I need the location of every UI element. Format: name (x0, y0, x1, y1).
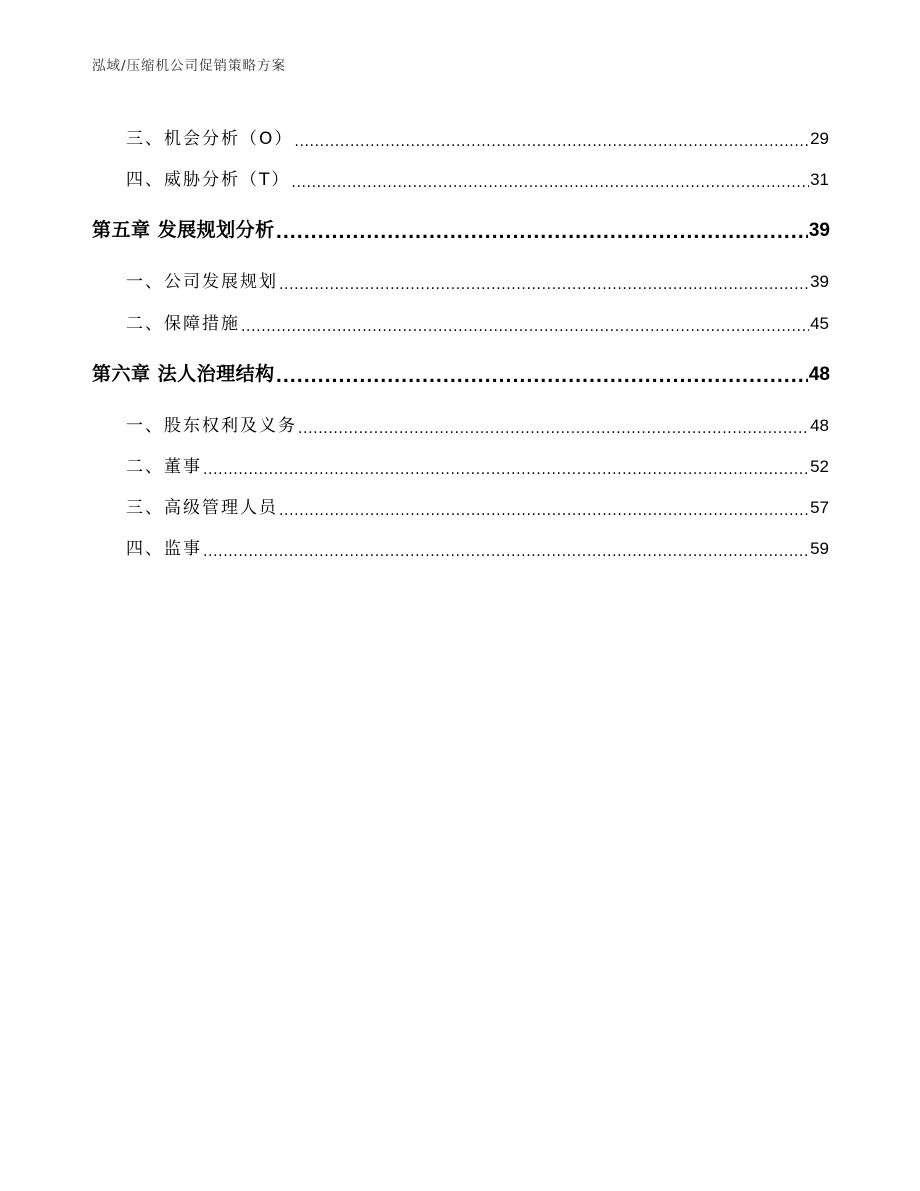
toc-dot-leader (203, 541, 809, 558)
toc-entry[interactable] (126, 267, 829, 292)
toc-dot-leader (294, 131, 809, 148)
toc-entry-number: 三、 (126, 498, 164, 518)
toc-chapter-page: 48 (808, 364, 830, 385)
toc-entry-page: 59 (810, 539, 829, 558)
toc-dot-leader (279, 274, 809, 291)
toc-dot-leader (298, 418, 809, 435)
toc-entry[interactable] (126, 309, 829, 334)
toc-dot-leader (276, 221, 808, 240)
toc-dot-leader (279, 500, 809, 517)
toc-entry-page: 39 (810, 272, 829, 291)
running-header: 泓域/压缩机公司促销策略方案 (92, 58, 287, 74)
toc-chapter-page: 39 (808, 220, 830, 241)
header-rule (90, 84, 830, 85)
toc-chapter-title: 第五章 发展规划分析 (92, 219, 275, 241)
toc-entry-title: 董事 (164, 457, 202, 477)
toc-entry-title: 威胁分析（T） (164, 170, 291, 190)
toc-entry-title: 机会分析（O） (164, 129, 294, 149)
toc-entry[interactable] (126, 165, 829, 190)
toc-dot-leader (291, 172, 809, 189)
toc-entry[interactable] (126, 493, 829, 518)
toc-chapter-entry[interactable] (92, 359, 830, 386)
toc-entry-title: 保障措施 (164, 314, 240, 334)
toc-dot-leader (276, 365, 808, 384)
toc-entry-page: 48 (810, 416, 829, 435)
toc-entry-number: 二、 (126, 457, 164, 477)
toc-entry-page: 57 (810, 498, 829, 517)
toc-chapter-entry[interactable] (92, 215, 830, 242)
toc-entry-number: 一、 (126, 272, 164, 292)
toc-entry-number: 二、 (126, 314, 164, 334)
toc-dot-leader (241, 316, 809, 333)
toc-entry-number: 三、 (126, 129, 164, 149)
toc-chapter-title: 第六章 法人治理结构 (92, 363, 275, 385)
toc-entry-title: 高级管理人员 (164, 498, 278, 518)
toc-dot-leader (203, 459, 809, 476)
toc-entry[interactable] (126, 411, 829, 436)
toc-entry-page: 52 (810, 457, 829, 476)
toc-entry-page: 29 (810, 129, 829, 148)
toc-entry-page: 31 (810, 170, 829, 189)
toc-entry-title: 监事 (164, 539, 202, 559)
toc-entry-number: 四、 (126, 539, 164, 559)
toc-entry-title: 股东权利及义务 (164, 416, 297, 436)
toc-entry-number: 四、 (126, 170, 164, 190)
toc-entry[interactable] (126, 452, 829, 477)
toc-entry[interactable] (126, 534, 829, 559)
toc-entry-number: 一、 (126, 416, 164, 436)
toc-entry-page: 45 (810, 314, 829, 333)
toc-entry-title: 公司发展规划 (164, 272, 278, 292)
toc-entry[interactable] (126, 124, 829, 149)
